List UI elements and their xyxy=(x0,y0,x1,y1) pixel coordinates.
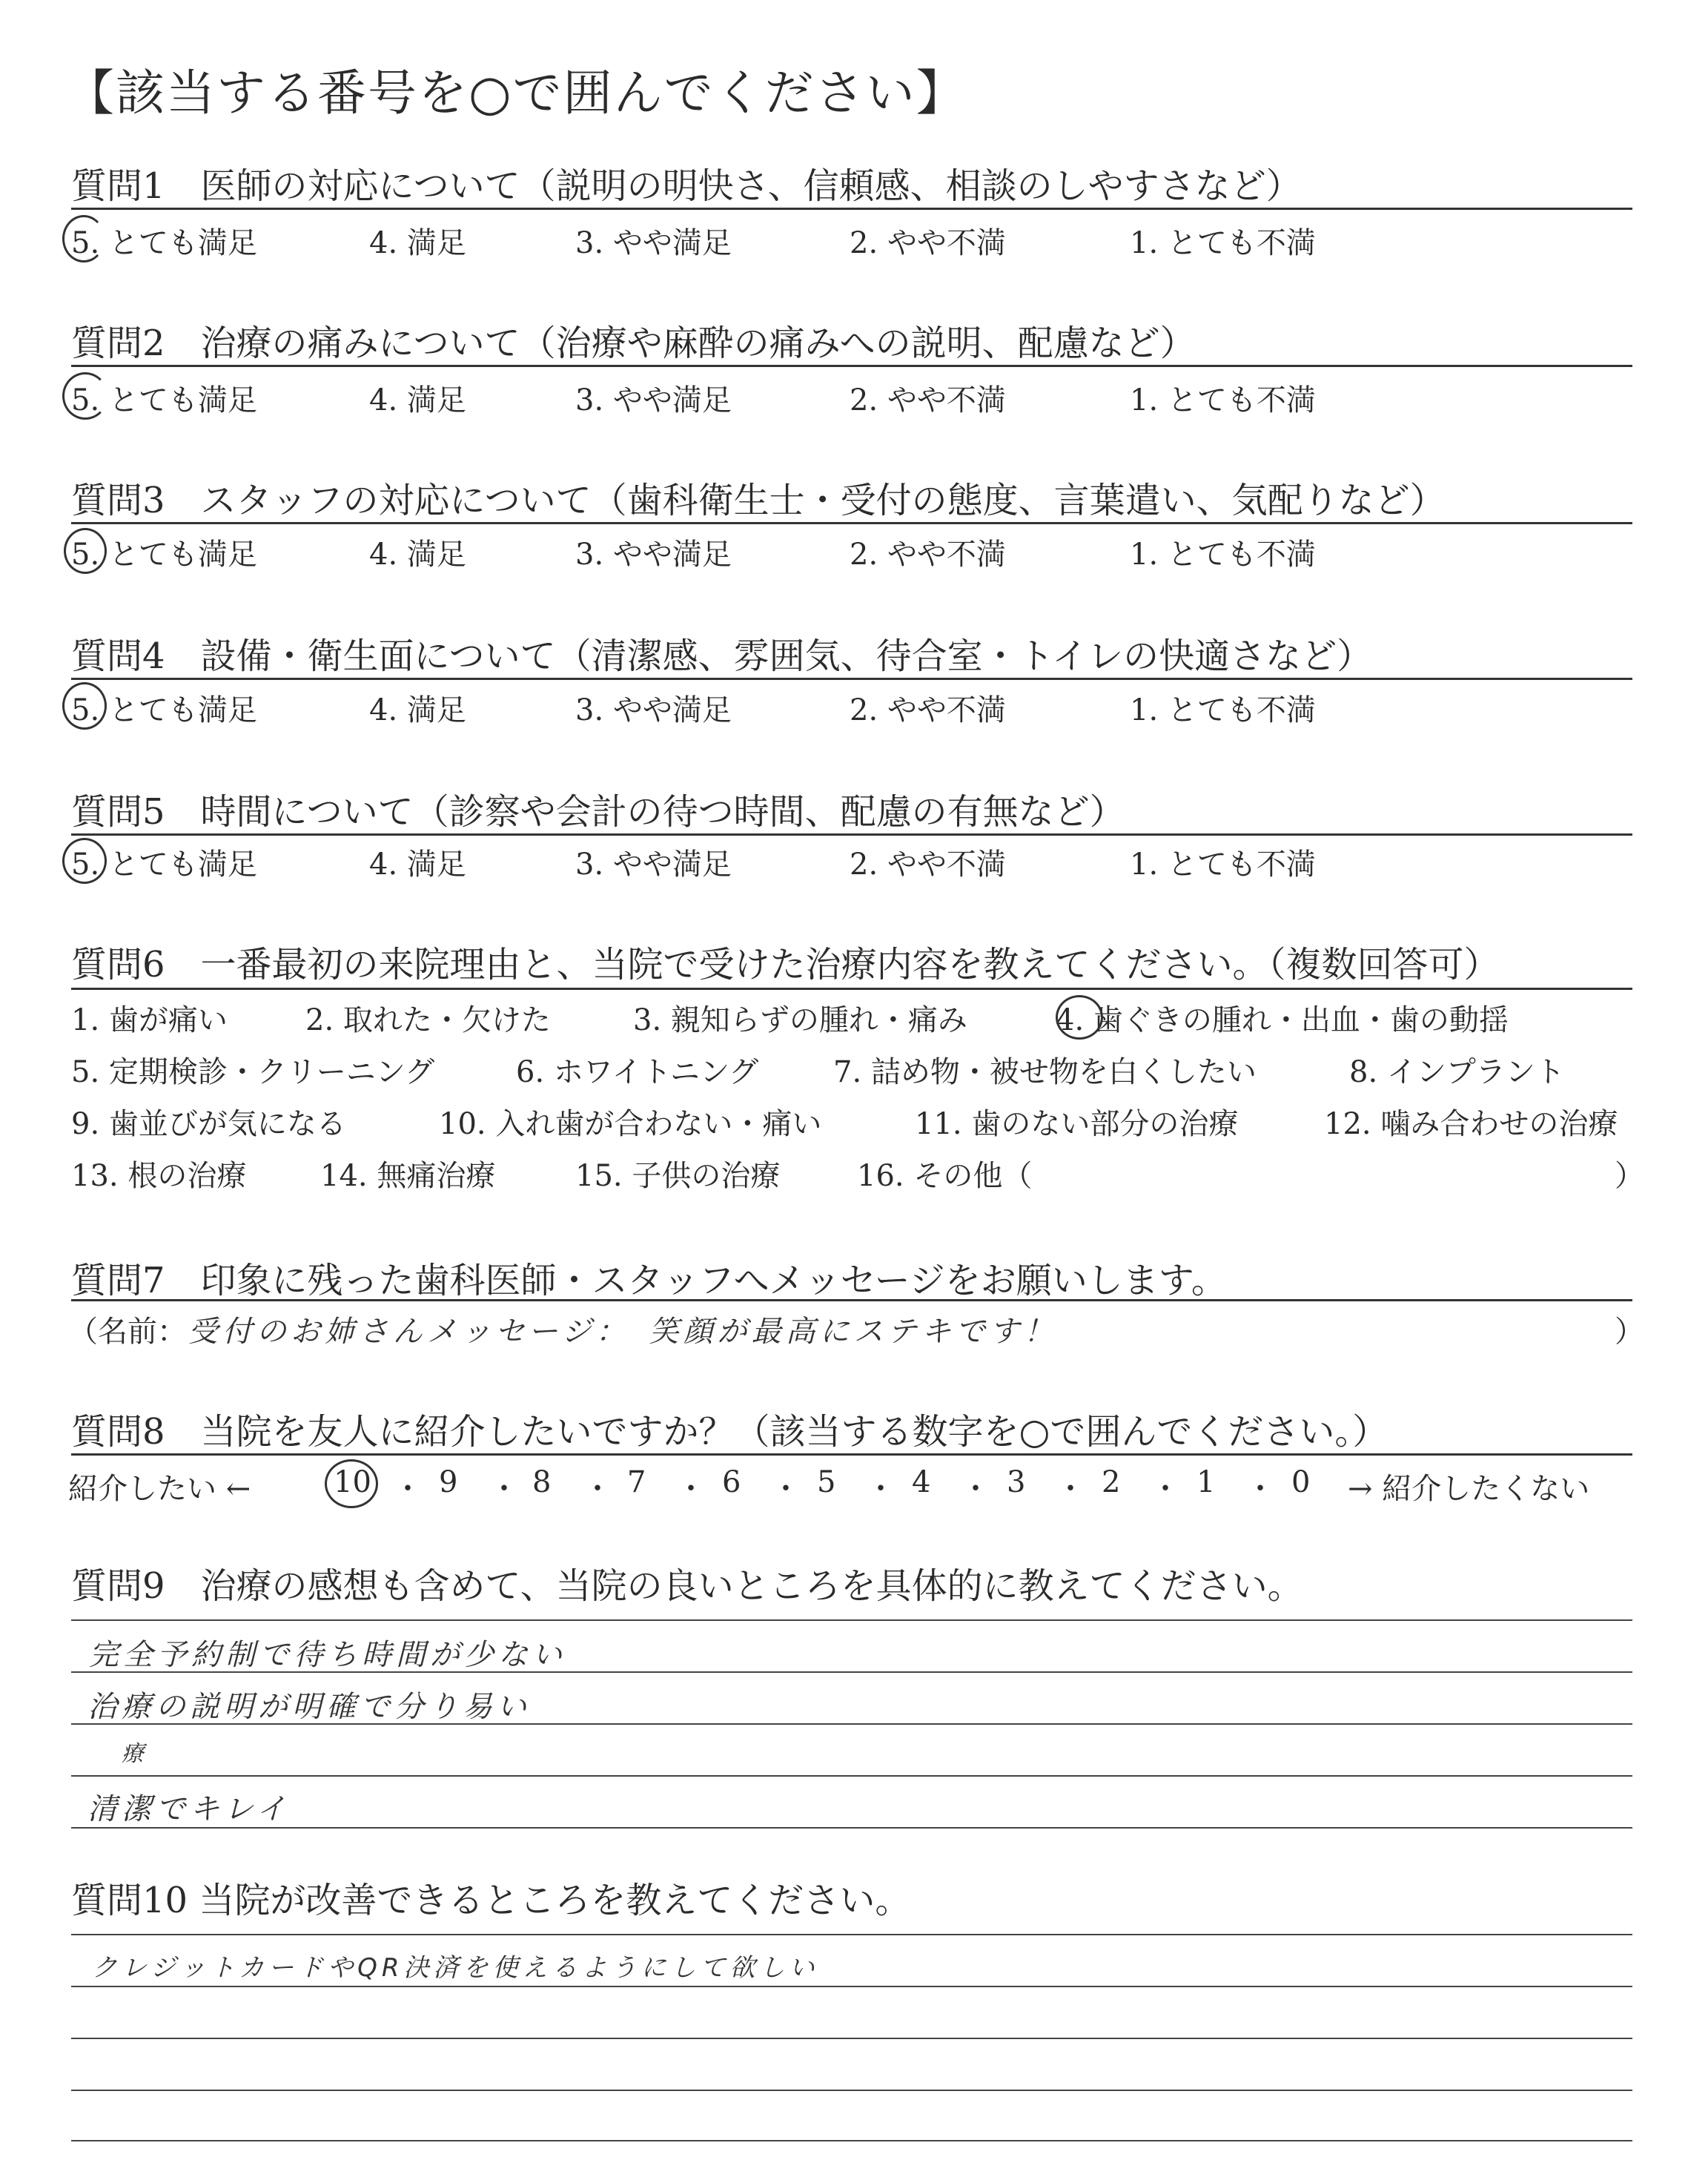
answer-line xyxy=(71,1934,1632,1935)
selection-circle xyxy=(62,838,107,884)
score-6[interactable]: 6 xyxy=(722,1465,741,1499)
divider xyxy=(71,988,1632,990)
selection-circle xyxy=(64,528,107,574)
option-15[interactable]: 15. 子供の治療 xyxy=(575,1159,781,1193)
dot-separator: ・ xyxy=(961,1472,990,1506)
dot-separator: ・ xyxy=(1245,1472,1275,1506)
divider xyxy=(71,365,1632,367)
answer-line xyxy=(71,1827,1632,1829)
question-4-title: 質問4 設備・衛生面について（清潔感、雰囲気、待合室・トイレの快適さなど） xyxy=(71,635,1373,677)
option-1[interactable]: 1. とても不満 xyxy=(1130,848,1316,882)
score-2[interactable]: 2 xyxy=(1102,1465,1121,1499)
option-13[interactable]: 13. 根の治療 xyxy=(71,1159,247,1193)
divider xyxy=(71,1453,1632,1456)
answer-line xyxy=(71,1723,1632,1725)
option-2[interactable]: 2. やや不満 xyxy=(850,538,1006,572)
option-5[interactable]: 5. 定期検診・クリーニング xyxy=(71,1055,435,1089)
option-16[interactable]: 16. その他（ xyxy=(857,1159,1033,1193)
score-8[interactable]: 8 xyxy=(532,1465,552,1499)
dot-separator: ・ xyxy=(393,1472,423,1506)
option-2[interactable]: 2. やや不満 xyxy=(850,226,1006,260)
form-header: 【該当する番号を○で囲んでください】 xyxy=(65,65,967,122)
question-2-title: 質問2 治療の痛みについて（治療や麻酔の痛みへの説明、配慮など） xyxy=(71,323,1196,364)
option-3[interactable]: 3. 親知らずの腫れ・痛み xyxy=(633,1003,967,1037)
answer-line xyxy=(71,1986,1632,1987)
option-3[interactable]: 3. やや満足 xyxy=(575,538,732,572)
dot-separator: ・ xyxy=(1151,1472,1180,1506)
dot-separator: ・ xyxy=(489,1472,519,1506)
question-5-title: 質問5 時間について（診察や会計の待つ時間、配慮の有無など） xyxy=(71,791,1125,833)
dot-separator: ・ xyxy=(583,1472,612,1506)
option-2[interactable]: 2. やや不満 xyxy=(850,383,1006,417)
option-2[interactable]: 2. 取れた・欠けた xyxy=(305,1003,551,1037)
option-1[interactable]: 1. とても不満 xyxy=(1130,693,1316,727)
selection-circle xyxy=(62,682,107,730)
score-9[interactable]: 9 xyxy=(439,1465,458,1499)
recommend-left-label: 紹介したい ← xyxy=(68,1472,251,1506)
dot-separator: ・ xyxy=(771,1472,801,1506)
score-7[interactable]: 7 xyxy=(627,1465,646,1499)
divider xyxy=(71,678,1632,680)
option-7[interactable]: 7. 詰め物・被せ物を白くしたい xyxy=(833,1055,1257,1089)
option-8[interactable]: 8. インプラント xyxy=(1349,1055,1565,1089)
score-5[interactable]: 5 xyxy=(817,1465,836,1499)
dot-separator: ・ xyxy=(1056,1472,1085,1506)
question-3-title: 質問3 スタッフの対応について（歯科衛生士・受付の態度、言葉遣い、気配りなど） xyxy=(71,480,1446,521)
option-3[interactable]: 3. やや満足 xyxy=(575,226,732,260)
option-5[interactable]: 5. とても満足 xyxy=(71,538,257,572)
option-6[interactable]: 6. ホワイトニング xyxy=(516,1055,759,1089)
option-1[interactable]: 1. とても不満 xyxy=(1130,383,1316,417)
question-10-title: 質問10 当院が改善できるところを教えてください。 xyxy=(71,1880,911,1921)
score-4[interactable]: 4 xyxy=(912,1465,931,1499)
question-9-title: 質問9 治療の感想も含めて、当院の良いところを具体的に教えてください。 xyxy=(71,1565,1303,1607)
answer-line-1[interactable]: 完全予約制で待ち時間が少ない xyxy=(89,1638,566,1672)
option-1[interactable]: 1. 歯が痛い xyxy=(71,1003,228,1037)
selection-circle xyxy=(325,1459,378,1508)
divider xyxy=(71,522,1632,524)
option-4[interactable]: 4. 満足 xyxy=(369,383,466,417)
answer-line xyxy=(71,1619,1632,1621)
answer-line xyxy=(71,2140,1632,2141)
option-4[interactable]: 4. 満足 xyxy=(369,538,466,572)
option-5[interactable]: 5. とても満足 xyxy=(71,848,257,882)
divider xyxy=(71,833,1632,836)
score-0[interactable]: 0 xyxy=(1291,1465,1311,1499)
option-9[interactable]: 9. 歯並びが気になる xyxy=(71,1107,346,1141)
answer-line xyxy=(71,2090,1632,2091)
divider xyxy=(71,1299,1632,1301)
answer-line-2[interactable]: 治療の説明が明確で分り易い xyxy=(87,1690,531,1724)
improvement-answer[interactable]: クレジットカードやQR決済を使えるようにして欲しい xyxy=(92,1953,819,1983)
option-5[interactable]: 5. とても満足 xyxy=(71,693,257,727)
question-6-title: 質問6 一番最初の来院理由と、当院で受けた治療内容を教えてください。（複数回答可） xyxy=(71,944,1500,985)
option-14[interactable]: 14. 無痛治療 xyxy=(320,1159,496,1193)
message-close-paren: ） xyxy=(1615,1315,1644,1349)
option-3[interactable]: 3. やや満足 xyxy=(575,383,732,417)
answer-line xyxy=(71,1671,1632,1673)
answer-line-3[interactable]: 清潔でキレイ xyxy=(87,1792,291,1826)
option-2[interactable]: 2. やや不満 xyxy=(850,693,1006,727)
selection-circle xyxy=(62,215,105,262)
option-2[interactable]: 2. やや不満 xyxy=(850,848,1006,882)
question-8-title: 質問8 当院を友人に紹介したいですか？（該当する数字を○で囲んでください。） xyxy=(71,1411,1388,1453)
option-4[interactable]: 4. 歯ぐきの腫れ・出血・歯の動揺 xyxy=(1056,1003,1509,1037)
selection-circle xyxy=(62,372,108,420)
option-3[interactable]: 3. やや満足 xyxy=(575,693,732,727)
option-5[interactable]: 5. とても満足 xyxy=(71,226,257,260)
recommend-right-label: → 紹介したくない xyxy=(1348,1472,1590,1506)
option-1[interactable]: 1. とても不満 xyxy=(1130,538,1316,572)
option-12[interactable]: 12. 噛み合わせの治療 xyxy=(1324,1107,1618,1141)
selection-circle xyxy=(1056,995,1103,1040)
option-5[interactable]: 5. とても満足 xyxy=(71,383,257,417)
option-1[interactable]: 1. とても不満 xyxy=(1130,226,1316,260)
score-1[interactable]: 1 xyxy=(1196,1465,1216,1499)
answer-note[interactable]: 療 xyxy=(122,1741,148,1767)
answer-line xyxy=(71,1775,1632,1777)
question-7-title: 質問7 印象に残った歯科医師・スタッフへメッセージをお願いします。 xyxy=(71,1260,1227,1301)
dot-separator: ・ xyxy=(866,1472,896,1506)
score-3[interactable]: 3 xyxy=(1007,1465,1026,1499)
answer-line xyxy=(71,2038,1632,2039)
name-label: （名前： xyxy=(68,1315,187,1349)
question-1-title: 質問1 医師の対応について（説明の明快さ、信頼感、相談のしやすさなど） xyxy=(71,165,1302,207)
message-answer[interactable]: 受付のお姉さんメッセージ： 笑顔が最高にステキです！ xyxy=(188,1315,1058,1349)
option-11[interactable]: 11. 歯のない部分の治療 xyxy=(915,1107,1239,1141)
other-close-paren: ） xyxy=(1615,1159,1644,1193)
option-3[interactable]: 3. やや満足 xyxy=(575,848,732,882)
option-4[interactable]: 4. 満足 xyxy=(369,848,466,882)
dot-separator: ・ xyxy=(676,1472,706,1506)
option-4[interactable]: 4. 満足 xyxy=(369,693,466,727)
option-4[interactable]: 4. 満足 xyxy=(369,226,466,260)
divider xyxy=(71,208,1632,210)
option-10[interactable]: 10. 入れ歯が合わない・痛い xyxy=(439,1107,822,1141)
score-10[interactable]: 10 xyxy=(334,1465,371,1499)
